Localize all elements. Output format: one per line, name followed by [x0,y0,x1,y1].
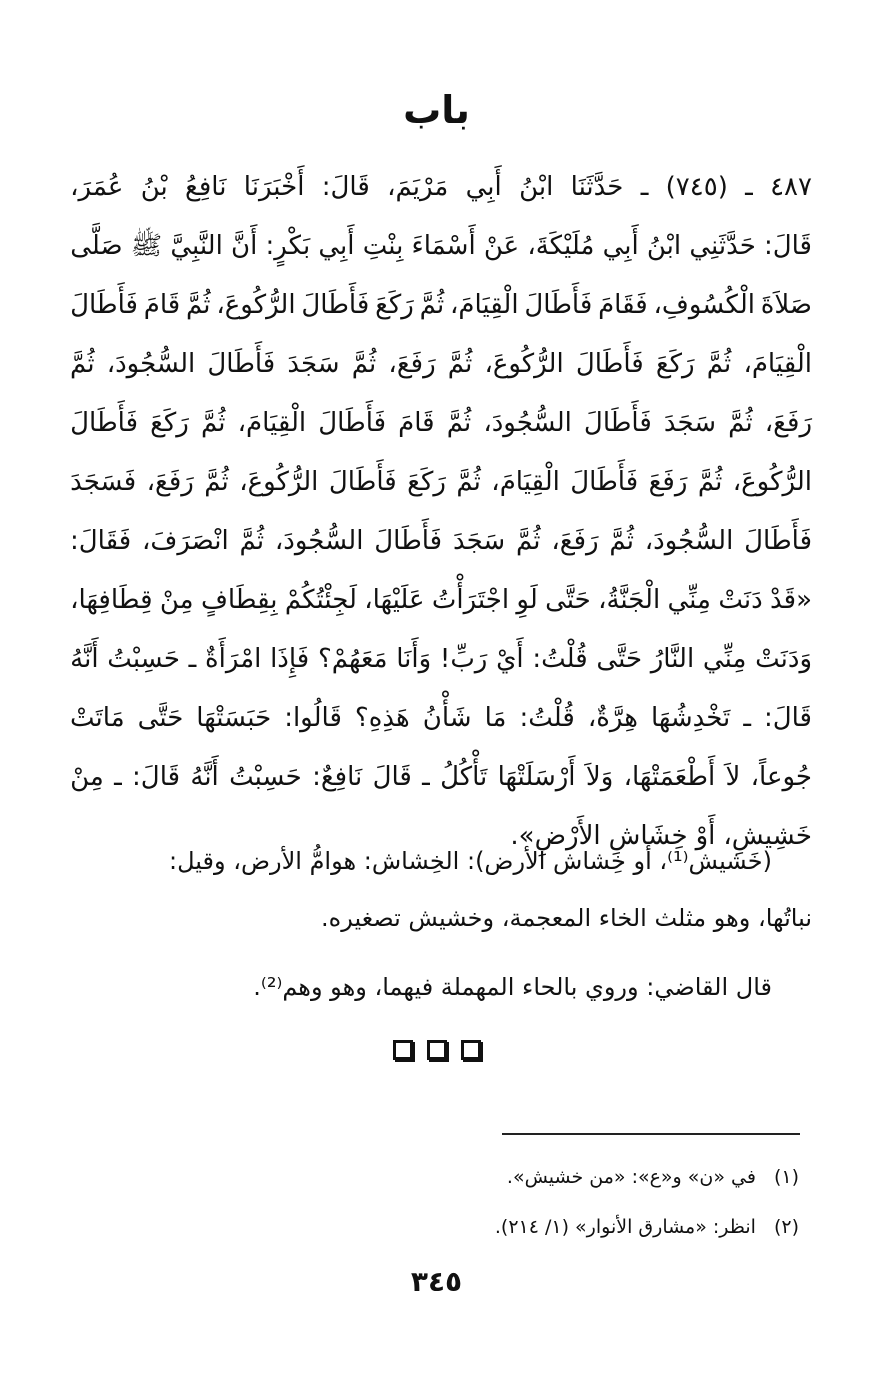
hadith-line [70,630,812,689]
word: رَكَعَ [655,349,695,379]
word: الرُّكُوعَ، [216,290,296,320]
word: فَأَطَالَ [318,408,387,438]
word: فَأَطَالَ [583,408,652,438]
word: قُلْتُ: [519,703,575,733]
word: قَالُوا: [284,703,342,733]
word: الرُّكُوعَ، [732,467,812,497]
word: النَّبِيَّ [170,231,223,261]
footnote-text: في «ن» و«ع»: «من خشيش». [506,1166,756,1188]
word: الرُّكُوعَ، [239,467,319,497]
word: ـ [745,172,753,202]
commentary-line: قال القاضي: وروي بالحاء المهملة فيهما، وهو وهم⁽²⁾. [253,973,772,1001]
footnote [99,1152,799,1202]
word: السُّجُودَ، [274,526,364,556]
word: أَبِي [318,231,355,261]
word: أَبِي [602,231,639,261]
word: مِنْ [159,585,194,615]
word: مَرْيَمَ، [387,172,449,202]
word: حَدَّثَنِي [689,231,756,261]
word: خَشِيشِ، [723,821,812,851]
word: وَأَنَا [396,644,432,674]
word: مِنِّي [667,585,711,615]
word: قَالَ [372,762,412,792]
word: بْنُ [140,172,168,202]
word: أَنَّهُ [190,762,219,792]
word: نَافِعٌ: [312,762,363,792]
word: قَالَ: [763,231,812,261]
word: رَكَعَ [407,467,446,497]
footnote-number: (١) [773,1166,799,1188]
footnote-number: (٢) [773,1216,799,1238]
word: ثُمَّ [728,408,753,438]
word: مَعَهُمْ؟ [317,644,388,674]
hadith-line [70,217,812,276]
page-number: ٣٤٥ [410,1265,463,1298]
word: فَأَطَالَ [575,349,644,379]
word: قَالَ: [132,762,181,792]
word: ابْنُ [519,172,554,202]
word: ثُمَّ [447,349,473,379]
word: «قَدْ [770,585,812,615]
word: بِقِطَافٍ [200,585,278,615]
word: حَسِبْتُ [107,644,180,674]
word: أَطْعَمَتْهَا، [623,762,716,792]
word: أَنَّهُ [70,644,99,674]
word: ابْنُ [646,231,682,261]
word: أَسْمَاءَ [411,231,476,261]
word: ثُمَّ [186,290,211,320]
word: قُلْتُ: [532,644,588,674]
word: رَكَعَ [375,290,414,320]
word: صَلاَةَ [760,290,812,320]
word: عَنْ [483,231,520,261]
word: فَأَطَالَ [570,467,639,497]
word: عُمَرَ، [70,172,124,202]
word: لَوِ [516,585,538,615]
word: قَالَ: [763,703,812,733]
commentary-line: نباتُها، وهو مثلث الخاء المعجمة، وخشيش تصغيره. [321,904,812,932]
commentary [70,833,812,1016]
word: الْقِيَامَ، [743,349,812,379]
word: رَفَعَ، [764,408,812,438]
word: مُلَيْكَةَ، [527,231,595,261]
word: ـ [743,703,751,733]
word: ثُمَّ [446,408,472,438]
word: مَاتَتْ [70,703,125,733]
word: حَتَّى [545,585,591,615]
word: النَّارُ [650,644,695,674]
word: فَأَطَالَ [524,290,593,320]
word: اجْتَرَأْتُ [431,585,510,615]
word: فَإِذَا [270,644,310,674]
word: رَفَعَ، [146,467,194,497]
square-ornament-icon [393,1040,413,1060]
word: انْصَرَفَ، [141,526,229,556]
word: قِطَافِهَا، [70,585,153,615]
word: فَأَطَالَ [328,467,397,497]
word: شَأْنُ [422,703,472,733]
hadith-line [70,748,812,807]
word: سَجَدَ [663,408,717,438]
word: الْقِيَامَ، [237,408,307,438]
square-ornament-icon [461,1040,481,1060]
hadith-line [70,276,812,335]
word: فَسَجَدَ [70,467,137,497]
word: الْقِيَامَ، [450,290,519,320]
word: أَنَّ [231,231,258,261]
hadith-line [70,158,812,217]
word: الْقِيَامَ، [491,467,560,497]
word: الرُّكُوعَ، [484,349,564,379]
word: دَنَتْ [718,585,763,615]
word: ثُمَّ [515,526,541,556]
word: سَجَدَ [287,349,340,379]
word: جُوعاً، [750,762,812,792]
word: أَرْسَلَتْهَا [497,762,576,792]
word: قَامَ [398,408,435,438]
word: ـ [114,762,122,792]
word: سَجَدَ [452,526,506,556]
word: أَخْبَرَنَا [243,172,305,202]
word: بِنْتِ [362,231,404,261]
word: وَدَنَتْ [755,644,812,674]
word: عَلَيْهَا، [364,585,425,615]
hadith-line [70,394,812,453]
word: حَسِبْتُ [229,762,302,792]
word: قَالَ: [321,172,370,202]
word: رَكَعَ [150,408,189,438]
hadith-line [70,512,812,571]
word: ثُمَّ [419,290,445,320]
hadith-text [70,158,812,851]
square-ornament-icon [427,1040,447,1060]
word: لاَ [725,762,741,792]
word: تَخْدِشُهَا [650,703,731,733]
footnote [99,1202,799,1252]
word: ـ [188,644,197,674]
commentary-line: (خَشيش⁽¹⁾، أو خِشاش الأرض): الخِشاش: هوامُّ الأرض، وقيل: [169,847,772,875]
word: فَأَطَالَ [70,408,139,438]
word: حَدَّثَنَا [570,172,624,202]
word: أَوْ [695,821,716,851]
word: (٧٤٥) [665,172,728,202]
word: قَامَ [143,290,181,320]
word: فَأَطَالَ [374,526,443,556]
word: ثُمَّ [200,408,226,438]
word: أَبِي [465,172,502,202]
word: ثُمَّ [456,467,481,497]
word: ثُمَّ [204,467,229,497]
word: تَأْكُلُ [440,762,488,792]
word: ثُمَّ [697,467,723,497]
word: هِرَّةٌ، [587,703,638,733]
word: ثُمَّ [351,349,377,379]
hadith-line [70,571,812,630]
word: مَا [484,703,507,733]
hadith-line [70,453,812,512]
word: مِنِّي [702,644,747,674]
word: نَافِعُ [185,172,227,202]
footnote-text: انظر: «مشارق الأنوار» (١/ ٢١٤). [494,1216,756,1238]
word: ثُمَّ [239,526,265,556]
footnote-rule [502,1133,800,1135]
word: الْجَنَّةُ، [598,585,661,615]
word: السُّجُودَ، [106,349,196,379]
word: فَأَطَالَ [744,526,812,556]
section-separator [0,1040,873,1060]
word: مِنْ [70,762,104,792]
word: بَكْرٍ: [265,231,311,261]
word: فَقَامَ [598,290,648,320]
word: رَفَعَ [648,467,688,497]
word: حَبَسَتْهَا [196,703,272,733]
word: فَأَطَالَ [301,290,370,320]
hadith-line [70,335,812,394]
word: السُّجُودَ، [483,408,572,438]
word: خِشَاشِ [608,821,688,851]
word: السُّجُودَ، [644,526,734,556]
word: ثُمَّ [706,349,732,379]
word: الْكُسُوفِ، [653,290,755,320]
chapter-title: باب [403,88,470,132]
word: أَيْ [496,644,524,674]
word: رَفَعَ، [388,349,436,379]
word: وَلاَ [585,762,614,792]
word: ﷺ [130,231,163,261]
word: فَأَطَالَ [207,349,276,379]
word: فَأَطَالَ [70,290,138,320]
word: رَبِّ! [439,644,488,674]
word: فَقَالَ: [70,526,132,556]
word: ٤٨٧ [770,172,812,202]
word: ثُمَّ [70,349,95,379]
word: صَلَّى [70,231,123,261]
word: حَتَّى [596,644,643,674]
word: ـ [640,172,649,202]
word: رَفَعَ، [551,526,599,556]
word: الأَرْضِ». [510,821,601,851]
word: ثُمَّ [609,526,634,556]
hadith-line [70,689,812,748]
footnotes [99,1152,799,1252]
word: ـ [422,762,430,792]
word: حَتَّى [137,703,184,733]
word: لَجِئْتُكُمْ [284,585,357,615]
word: امْرَأَةٌ [205,644,262,674]
word: هَذِهِ؟ [354,703,410,733]
